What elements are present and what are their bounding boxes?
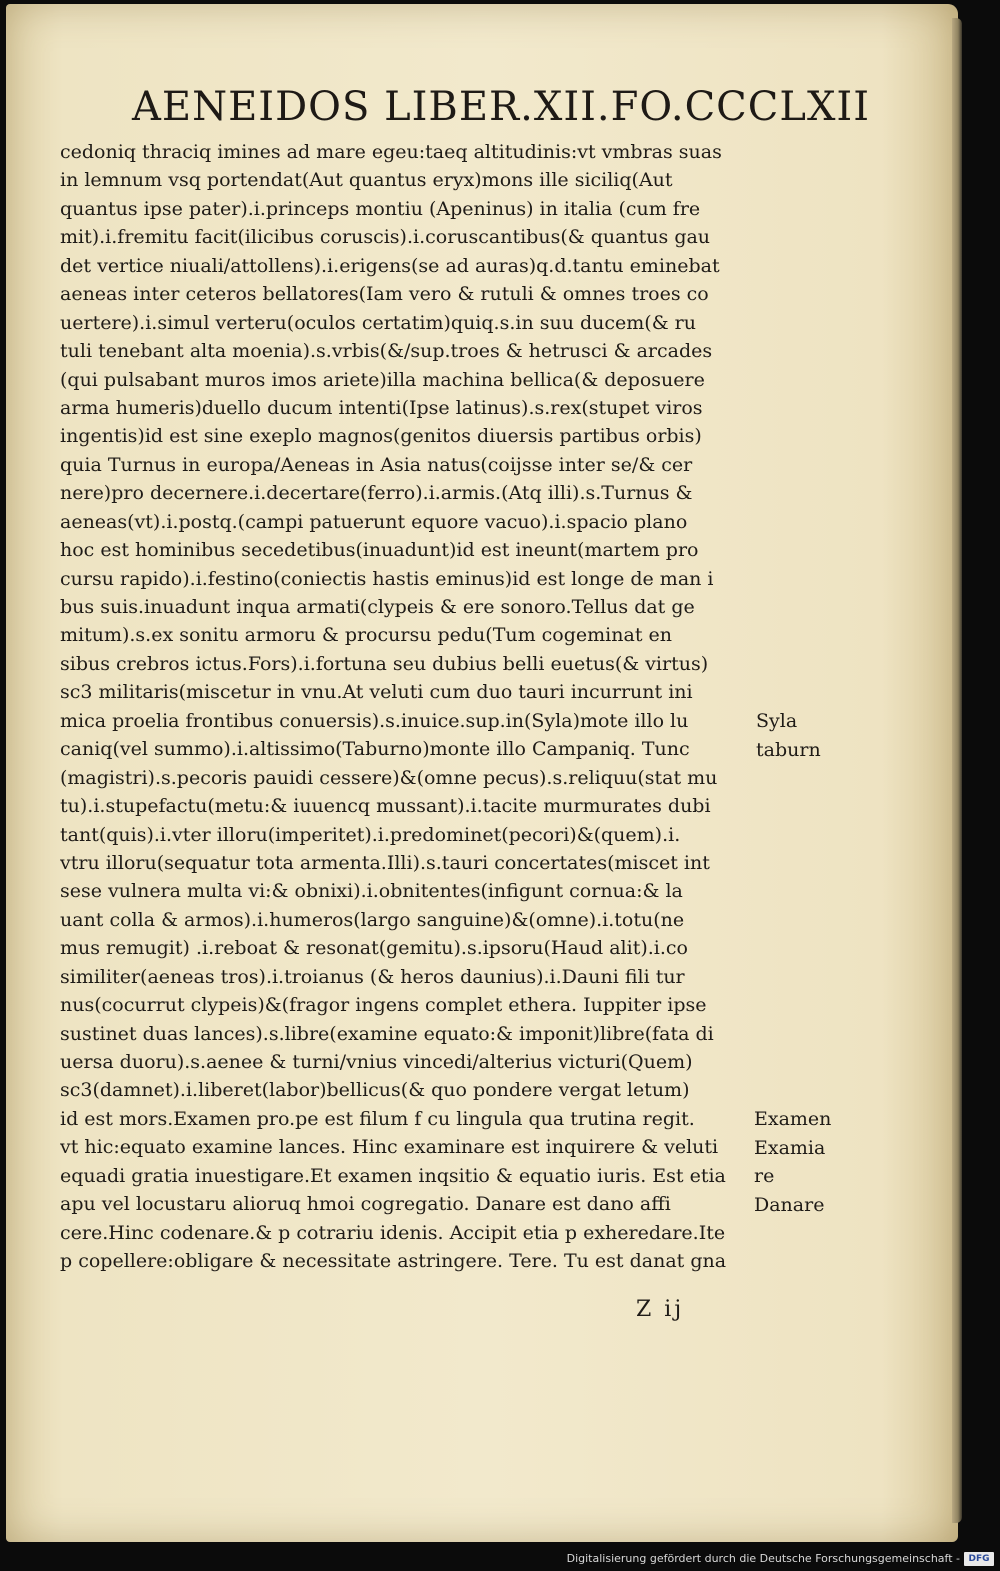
- text-line: mica proelia frontibus conuersis).s.inuice.sup.in(Syla)mote illo lu: [60, 709, 689, 732]
- margin-note-examen: Examen: [754, 1108, 832, 1130]
- text-line: cere.Hinc codenare.& p cotrariu idenis. Accipit etia p exheredare.Ite: [60, 1221, 726, 1244]
- body-text: [60, 138, 760, 1276]
- margin-note-taburn: taburn: [756, 739, 821, 761]
- text-line: tu).i.stupefactu(metu:& iuuencq mussant).i.tacite murmurates dubi: [60, 795, 711, 818]
- text-line: apu vel locustaru alioruq hmoi cogregatio. Danare est dano affi: [60, 1193, 671, 1216]
- text-line: ingentis)id est sine exeplo magnos(genitos diuersis partibus orbis): [60, 425, 702, 448]
- text-line: mus remugit) .i.reboat & resonat(gemitu).s.ipsoru(Haud alit).i.co: [60, 937, 688, 960]
- text-line: mitum).s.ex sonitu armoru & procursu pedu(Tum cogeminat en: [60, 624, 672, 647]
- text-line: p copellere:obligare & necessitate astringere. Tere. Tu est danat gna: [60, 1250, 727, 1273]
- text-line: vt hic:equato examine lances. Hinc examinare est inquirere & veluti: [60, 1136, 719, 1159]
- dfg-logo: DFG: [964, 1552, 994, 1566]
- text-line: quia Turnus in europa/Aeneas in Asia natus(coijsse inter se/& cer: [60, 453, 693, 476]
- text-line: sibus crebros ictus.Fors).i.fortuna seu dubius belli euetus(& virtus): [60, 652, 709, 675]
- text-line: nus(cocurrut clypeis)&(fragor ingens complet ethera. Iuppiter ipse: [60, 994, 707, 1017]
- text-line: mit).i.fremitu facit(ilicibus coruscis).i.coruscantibus(& quantus gau: [60, 226, 711, 249]
- text-line: aeneas(vt).i.postq.(campi patuerunt equore vacuo).i.spacio plano: [60, 510, 688, 533]
- margin-note-examia: Examia: [754, 1137, 826, 1159]
- text-line: id est mors.Examen pro.pe est filum f cu lingula qua trutina regit.: [60, 1107, 695, 1130]
- text-line: vtru illoru(sequatur tota armenta.Illi).s.tauri concertates(miscet int: [60, 851, 710, 874]
- margin-note-danare: Danare: [754, 1194, 825, 1216]
- page-edge: [952, 18, 962, 1523]
- text-line: uertere).i.simul verteru(oculos certatim)quiq.s.in suu ducem(& ru: [60, 311, 696, 334]
- text-line: caniq(vel summo).i.altissimo(Taburno)monte illo Campaniq. Tunc: [60, 738, 690, 761]
- text-line: aeneas inter ceteros bellatores(Iam vero & rutuli & omnes troes co: [60, 283, 709, 306]
- text-line: sc3 militaris(miscetur in vnu.At veluti cum duo tauri incurrunt ini: [60, 681, 693, 704]
- text-line: uersa duoru).s.aenee & turni/vnius vincedi/alterius victuri(Quem): [60, 1051, 693, 1073]
- text-line: uant colla & armos).i.humeros(largo sanguine)&(omne).i.totu(ne: [60, 908, 685, 931]
- text-line: det vertice niuali/attollens).i.erigens(se ad auras)q.d.tantu eminebat: [60, 254, 720, 277]
- text-line: nere)pro decernere.i.decertare(ferro).i.armis.(Atq illi).s.Turnus &: [60, 482, 693, 505]
- text-line: sustinet duas lances).s.libre(examine equato:& imponit)libre(fata di: [60, 1022, 714, 1045]
- text-line: sc3(damnet).i.liberet(labor)bellicus(& quo pondere vergat letum): [60, 1079, 690, 1102]
- text-line: (qui pulsabant muros imos ariete)illa machina bellica(& deposuere: [60, 368, 705, 391]
- text-line: bus suis.inuadunt inqua armati(clypeis & ere sonoro.Tellus dat ge: [60, 596, 695, 618]
- running-header: AENEIDOS LIBER.XII.FO.CCCLXII: [132, 84, 871, 130]
- text-line: tuli tenebant alta moenia).s.vrbis(&/sup.troes & hetrusci & arcades: [60, 340, 713, 363]
- signature-mark: Z ij: [636, 1297, 685, 1322]
- text-line: (magistri).s.pecoris pauidi cessere)&(omne pecus).s.reliquu(stat mu: [60, 766, 718, 789]
- text-line: hoc est hominibus secedetibus(inuadunt)id est ineunt(martem pro: [60, 539, 699, 562]
- text-line: sese vulnera multa vi:& obnixi).i.obnitentes(infigunt cornua:& la: [60, 880, 683, 903]
- text-line: equadi gratia inuestigare.Et examen inqsitio & equatio iuris. Est etia: [60, 1164, 726, 1187]
- text-line: tant(quis).i.vter illoru(imperitet).i.predominet(pecori)&(quem).i.: [60, 823, 681, 846]
- text-line: cursu rapido).i.festino(coniectis hastis eminus)id est longe de man i: [60, 567, 714, 590]
- text-line: similiter(aeneas tros).i.troianus (& heros daunius).i.Dauni fili tur: [60, 965, 685, 988]
- margin-note-syla: Syla: [756, 710, 798, 732]
- text-line: cedoniq thraciq imines ad mare egeu:taeq altitudinis:vt vmbras suas: [60, 141, 722, 163]
- text-line: in lemnum vsq portendat(Aut quantus eryx)mons ille siciliq(Aut: [60, 169, 673, 192]
- margin-note-re: re: [754, 1165, 775, 1187]
- text-line: arma humeris)duello ducum intenti(Ipse latinus).s.rex(stupet viros: [60, 396, 703, 419]
- funding-credit: Digitalisierung gefördert durch die Deutsche Forschungsgemeinschaft -: [566, 1552, 960, 1565]
- text-line: quantus ipse pater).i.princeps montiu (Apeninus) in italia (cum fre: [60, 197, 701, 220]
